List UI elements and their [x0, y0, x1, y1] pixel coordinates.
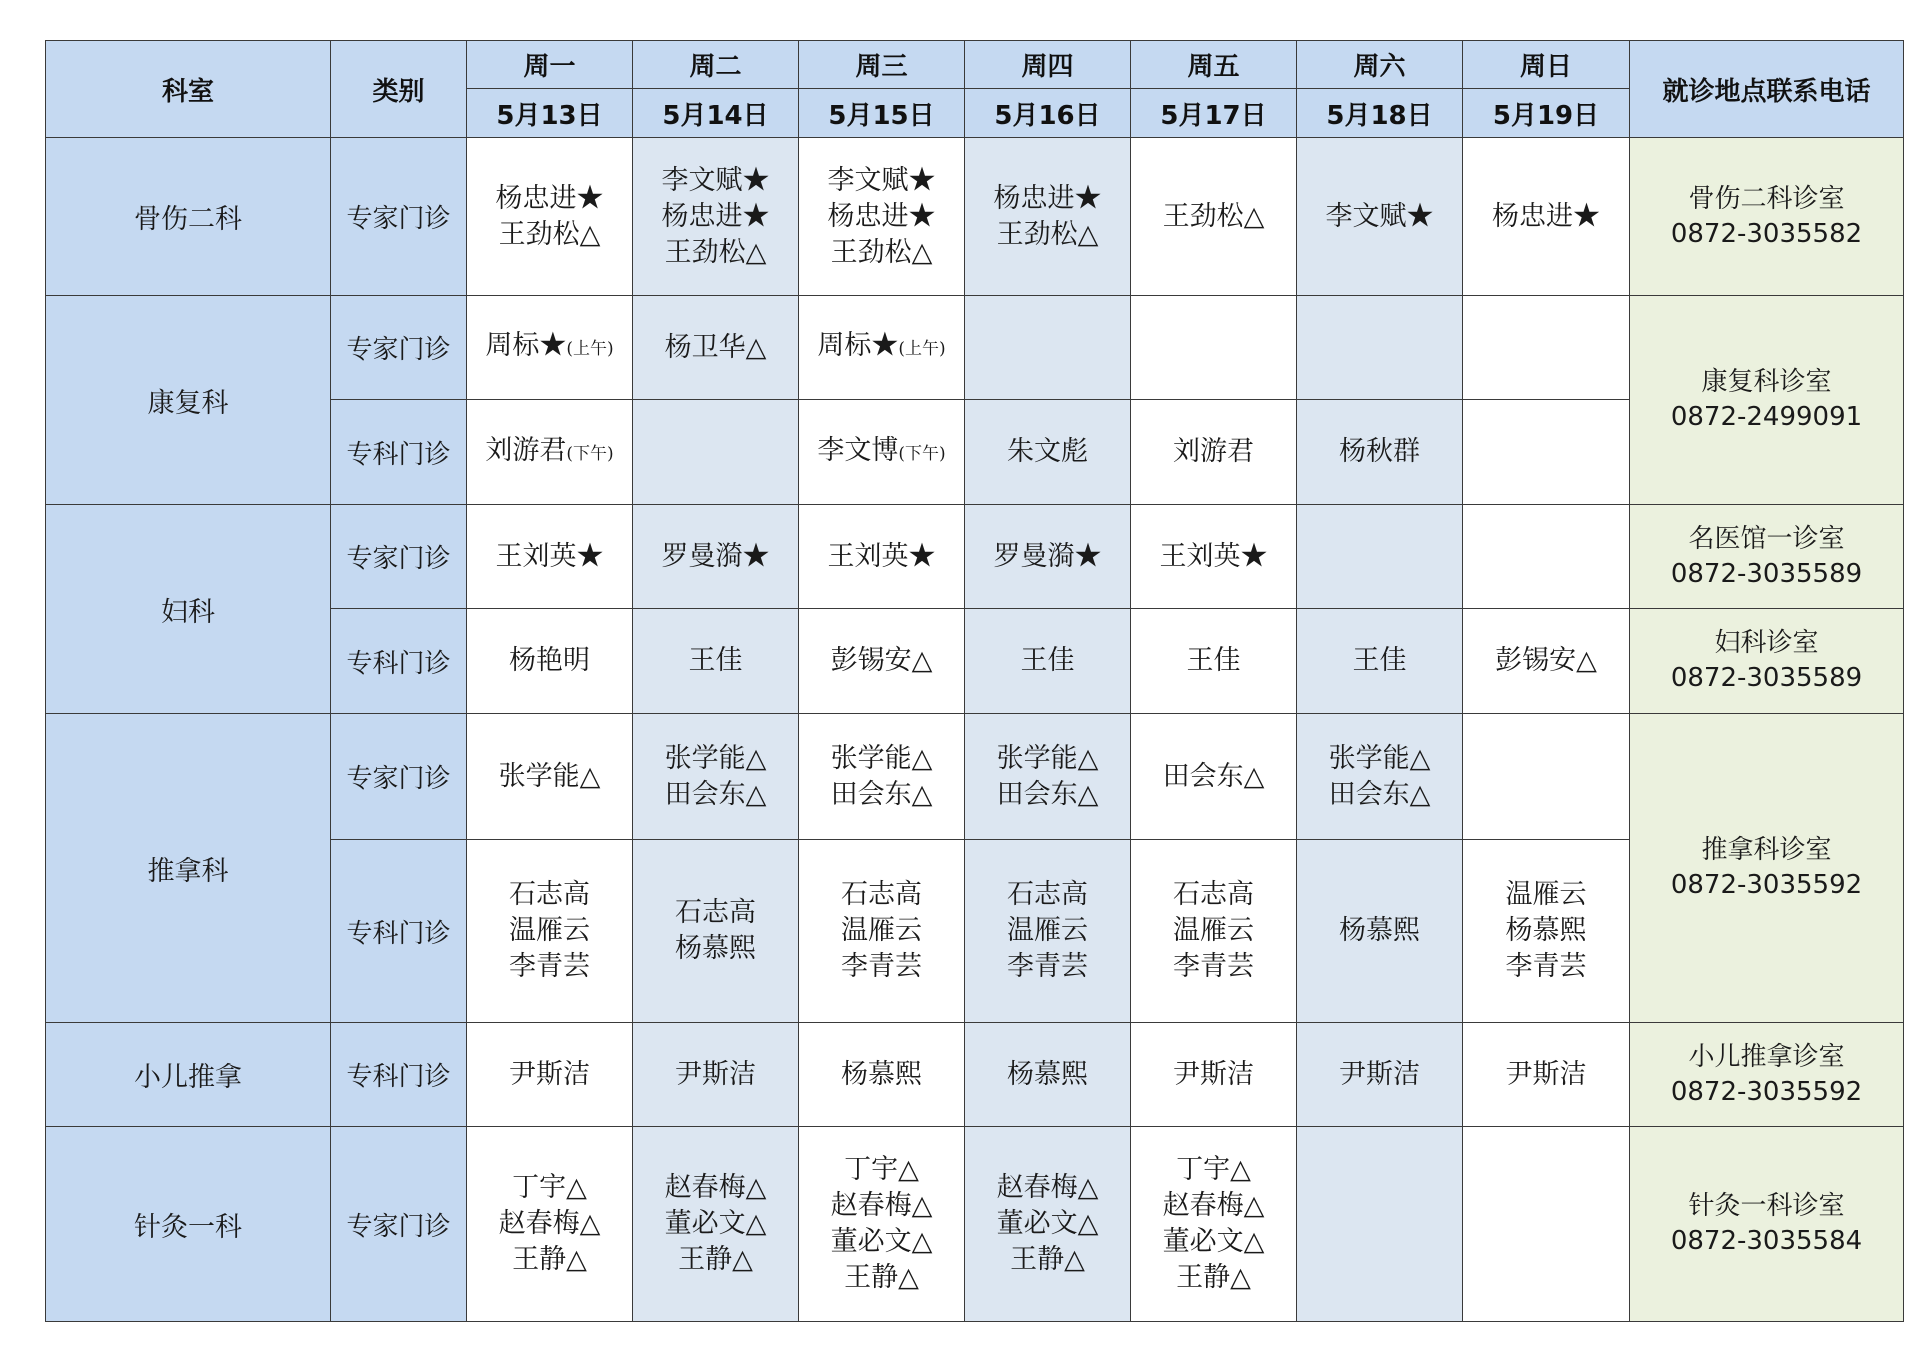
schedule-cell: [965, 1023, 1131, 1127]
doctor-name: 杨慕熙: [1505, 915, 1587, 946]
schedule-cell: [799, 138, 965, 296]
schedule-cell: [467, 505, 633, 609]
header-date: 5月13日: [467, 89, 633, 138]
doctor-name: 彭锡安△: [830, 645, 933, 676]
doctor-name: 王劲松△: [830, 236, 933, 268]
location-name: 名医馆一诊室: [1688, 523, 1845, 554]
location-name: 推拿科诊室: [1701, 835, 1832, 865]
schedule-cell: [1463, 714, 1630, 840]
dept-name: 康复科: [46, 296, 331, 505]
schedule-cell: [633, 505, 799, 609]
doctor-name: 王劲松△: [1162, 200, 1265, 232]
schedule-cell: [965, 840, 1131, 1023]
header-date: 5月15日: [799, 89, 965, 138]
doctor-name: 王静△: [678, 1244, 753, 1275]
doctor-name: 罗曼漪★: [661, 540, 770, 572]
schedule-cell: [467, 400, 633, 505]
contact-phone: 0872-3035592: [1670, 870, 1863, 900]
doctor-name: 温雁云: [509, 915, 590, 946]
header-weekday: 周一: [467, 41, 633, 89]
schedule-cell: [467, 1023, 633, 1127]
doctor-name: 温雁云: [1173, 915, 1254, 946]
header-row-weekdays: [46, 41, 1904, 89]
header-weekday: 周三: [799, 41, 965, 89]
header-date: 5月17日: [1131, 89, 1297, 138]
schedule-row: [46, 714, 1904, 840]
schedule-cell: [1297, 714, 1463, 840]
doctor-name: 杨忠进★: [1492, 200, 1600, 232]
schedule-cell: [633, 138, 799, 296]
doctor-name: 王静△: [512, 1244, 587, 1275]
schedule-cell: [1131, 296, 1297, 400]
doctor-name: 温雁云: [1007, 915, 1088, 946]
doctor-name: 李青芸: [509, 951, 590, 982]
doctor-name: 张学能△: [498, 760, 601, 792]
schedule-row: [46, 505, 1904, 609]
doctor-name: 李文赋★: [827, 164, 936, 196]
schedule-cell: [633, 1127, 799, 1322]
doctor-name: 李青芸: [841, 951, 922, 982]
schedule-cell: [799, 714, 965, 840]
location-name: 康复科诊室: [1701, 367, 1832, 397]
doctor-name: 石志高: [841, 879, 922, 910]
location-cell: [1630, 296, 1904, 505]
schedule-cell: [467, 609, 633, 714]
schedule-cell: [633, 609, 799, 714]
doctor-name: 杨艳明: [509, 645, 590, 676]
doctor-name: 罗曼漪★: [993, 540, 1102, 572]
doctor-name: 石志高: [675, 897, 756, 928]
time-note: (下午): [898, 443, 946, 464]
schedule-cell: [799, 840, 965, 1023]
schedule-cell: [467, 138, 633, 296]
doctor-name: 杨忠进★: [993, 182, 1102, 214]
doctor-name: 尹斯洁: [1339, 1058, 1420, 1090]
doctor-name: 石志高: [1173, 879, 1254, 910]
doctor-name: 尹斯洁: [1173, 1058, 1254, 1090]
doctor-name: 王佳: [1020, 645, 1075, 676]
schedule-cell: [1297, 296, 1463, 400]
location-cell: [1630, 1127, 1904, 1322]
schedule-cell: [1297, 1023, 1463, 1127]
header-weekday: 周六: [1297, 41, 1463, 89]
doctor-name: 董必文△: [1162, 1226, 1265, 1257]
schedule-cell: [1131, 840, 1297, 1023]
dept-name: 妇科: [46, 505, 331, 714]
doctor-name: 杨慕熙: [841, 1058, 922, 1090]
doctor-name: 王静△: [844, 1262, 919, 1293]
schedule-row: [46, 138, 1904, 296]
schedule-cell: [467, 296, 633, 400]
doctor-name: 刘游君(下午): [485, 434, 614, 466]
doctor-name: 杨慕熙: [675, 933, 756, 964]
dept-name: 推拿科: [46, 714, 331, 1023]
doctor-name: 杨忠进★: [661, 200, 770, 232]
schedule-cell: [1297, 1127, 1463, 1322]
doctor-name: 赵春梅△: [996, 1172, 1099, 1203]
header-category: 类别: [331, 41, 467, 138]
doctor-name: 李文赋★: [1325, 200, 1434, 232]
doctor-name: 尹斯洁: [1505, 1058, 1587, 1090]
header-date: 5月18日: [1297, 89, 1463, 138]
location-name: 妇科诊室: [1714, 628, 1819, 658]
doctor-name: 董必文△: [830, 1226, 933, 1257]
doctor-name: 周标★(上午): [485, 330, 614, 361]
schedule-cell: [1131, 1023, 1297, 1127]
header-weekday: 周五: [1131, 41, 1297, 89]
contact-phone: 0872-2499091: [1670, 402, 1863, 432]
doctor-name: 赵春梅△: [498, 1208, 601, 1239]
category-label: 专家门诊: [331, 1127, 467, 1322]
schedule-cell: [1297, 505, 1463, 609]
location-name: 小儿推拿诊室: [1688, 1041, 1845, 1072]
doctor-name: 王佳: [688, 645, 743, 676]
schedule-cell: [1131, 138, 1297, 296]
location-cell: [1630, 505, 1904, 609]
schedule-cell: [965, 609, 1131, 714]
doctor-name: 丁宇△: [844, 1154, 919, 1185]
doctor-name: 石志高: [509, 879, 590, 910]
doctor-name: 朱文彪: [1007, 436, 1088, 467]
clinic-schedule-table: [45, 40, 1904, 1322]
category-label: 专家门诊: [331, 138, 467, 296]
schedule-cell: [1463, 1023, 1630, 1127]
doctor-name: 杨忠进★: [827, 200, 936, 232]
location-name: 针灸一科诊室: [1688, 1191, 1845, 1221]
header-weekday: 周日: [1463, 41, 1630, 89]
doctor-name: 李文赋★: [661, 164, 770, 196]
location-cell: [1630, 138, 1904, 296]
schedule-cell: [633, 840, 799, 1023]
schedule-cell: [1463, 1127, 1630, 1322]
category-label: 专家门诊: [331, 296, 467, 400]
header-weekday: 周二: [633, 41, 799, 89]
contact-phone: 0872-3035592: [1670, 1076, 1863, 1107]
schedule-cell: [799, 1127, 965, 1322]
dept-name: 骨伤二科: [46, 138, 331, 296]
doctor-name: 张学能△: [830, 742, 933, 774]
doctor-name: 王刘英★: [1159, 540, 1268, 572]
schedule-cell: [1131, 505, 1297, 609]
category-label: 专科门诊: [331, 840, 467, 1023]
schedule-cell: [1131, 714, 1297, 840]
doctor-name: 杨忠进★: [495, 182, 604, 214]
schedule-row: [46, 1023, 1904, 1127]
location-name: 骨伤二科诊室: [1688, 183, 1845, 214]
doctor-name: 李文博(下午): [817, 434, 946, 466]
doctor-name: 王佳: [1352, 645, 1407, 676]
doctor-name: 尹斯洁: [509, 1058, 590, 1090]
schedule-cell: [1463, 296, 1630, 400]
schedule-cell: [799, 296, 965, 400]
contact-phone: 0872-3035584: [1670, 1226, 1863, 1256]
doctor-name: 田会东△: [830, 778, 933, 810]
schedule-cell: [1297, 138, 1463, 296]
doctor-name: 温雁云: [1505, 879, 1587, 910]
schedule-cell: [633, 1023, 799, 1127]
doctor-name: 赵春梅△: [1162, 1190, 1265, 1221]
doctor-name: 王静△: [1176, 1262, 1251, 1293]
category-label: 专科门诊: [331, 400, 467, 505]
schedule-cell: [965, 400, 1131, 505]
doctor-name: 周标★(上午): [817, 330, 946, 361]
doctor-name: 田会东△: [664, 778, 767, 810]
doctor-name: 李青芸: [1173, 951, 1254, 982]
header-date: 5月19日: [1463, 89, 1630, 138]
schedule-cell: [467, 840, 633, 1023]
time-note: (上午): [566, 339, 614, 359]
schedule-cell: [1131, 1127, 1297, 1322]
schedule-cell: [1463, 505, 1630, 609]
doctor-name: 温雁云: [841, 915, 922, 946]
schedule-cell: [799, 400, 965, 505]
schedule-cell: [965, 505, 1131, 609]
doctor-name: 田会东△: [1328, 778, 1431, 810]
doctor-name: 张学能△: [664, 742, 767, 774]
schedule-cell: [1463, 400, 1630, 505]
category-label: 专科门诊: [331, 1023, 467, 1127]
doctor-name: 赵春梅△: [664, 1172, 767, 1203]
schedule-row: [46, 296, 1904, 400]
doctor-name: 李青芸: [1505, 951, 1587, 982]
time-note: (下午): [566, 443, 614, 464]
doctor-name: 王劲松△: [664, 236, 767, 268]
doctor-name: 李青芸: [1007, 951, 1088, 982]
header-dept: 科室: [46, 41, 331, 138]
schedule-cell: [633, 296, 799, 400]
schedule-cell: [633, 714, 799, 840]
category-label: 专家门诊: [331, 505, 467, 609]
header-contact: 就诊地点联系电话: [1630, 41, 1904, 138]
schedule-cell: [965, 714, 1131, 840]
schedule-cell: [965, 138, 1131, 296]
doctor-name: 张学能△: [996, 742, 1099, 774]
doctor-name: 王静△: [1010, 1244, 1085, 1275]
doctor-name: 彭锡安△: [1495, 645, 1597, 676]
doctor-name: 张学能△: [1328, 742, 1431, 774]
doctor-name: 王刘英★: [827, 540, 936, 572]
doctor-name: 杨秋群: [1339, 436, 1420, 467]
schedule-cell: [1297, 400, 1463, 505]
schedule-cell: [1463, 840, 1630, 1023]
schedule-cell: [965, 296, 1131, 400]
schedule-cell: [1297, 840, 1463, 1023]
contact-phone: 0872-3035582: [1670, 218, 1863, 249]
schedule-cell: [799, 1023, 965, 1127]
doctor-name: 尹斯洁: [675, 1058, 756, 1090]
location-cell: [1630, 714, 1904, 1023]
schedule-cell: [1297, 609, 1463, 714]
header-date: 5月14日: [633, 89, 799, 138]
dept-name: 小儿推拿: [46, 1023, 331, 1127]
doctor-name: 董必文△: [664, 1208, 767, 1239]
header-date: 5月16日: [965, 89, 1131, 138]
schedule-cell: [965, 1127, 1131, 1322]
schedule-cell: [467, 1127, 633, 1322]
dept-name: 针灸一科: [46, 1127, 331, 1322]
schedule-cell: [1463, 138, 1630, 296]
doctor-name: 田会东△: [1162, 760, 1265, 792]
doctor-name: 丁宇△: [1176, 1154, 1251, 1185]
category-label: 专科门诊: [331, 609, 467, 714]
doctor-name: 丁宇△: [512, 1172, 587, 1203]
schedule-cell: [1131, 609, 1297, 714]
doctor-name: 王佳: [1186, 645, 1241, 676]
schedule-cell: [467, 714, 633, 840]
schedule-cell: [799, 609, 965, 714]
location-cell: [1630, 609, 1904, 714]
doctor-name: 石志高: [1007, 879, 1088, 910]
schedule-cell: [1463, 609, 1630, 714]
doctor-name: 刘游君: [1173, 436, 1254, 467]
doctor-name: 杨卫华△: [664, 331, 767, 363]
contact-phone: 0872-3035589: [1670, 558, 1863, 589]
location-cell: [1630, 1023, 1904, 1127]
doctor-name: 田会东△: [996, 778, 1099, 810]
doctor-name: 杨慕熙: [1339, 915, 1420, 946]
header-weekday: 周四: [965, 41, 1131, 89]
schedule-cell: [633, 400, 799, 505]
doctor-name: 王劲松△: [996, 218, 1099, 250]
schedule-cell: [1131, 400, 1297, 505]
time-note: (上午): [898, 339, 946, 359]
schedule-cell: [799, 505, 965, 609]
schedule-row: [46, 1127, 1904, 1322]
doctor-name: 杨慕熙: [1007, 1058, 1088, 1090]
doctor-name: 董必文△: [996, 1208, 1099, 1239]
category-label: 专家门诊: [331, 714, 467, 840]
doctor-name: 王刘英★: [495, 540, 604, 572]
doctor-name: 王劲松△: [498, 218, 601, 250]
doctor-name: 赵春梅△: [830, 1190, 933, 1221]
contact-phone: 0872-3035589: [1670, 663, 1863, 693]
